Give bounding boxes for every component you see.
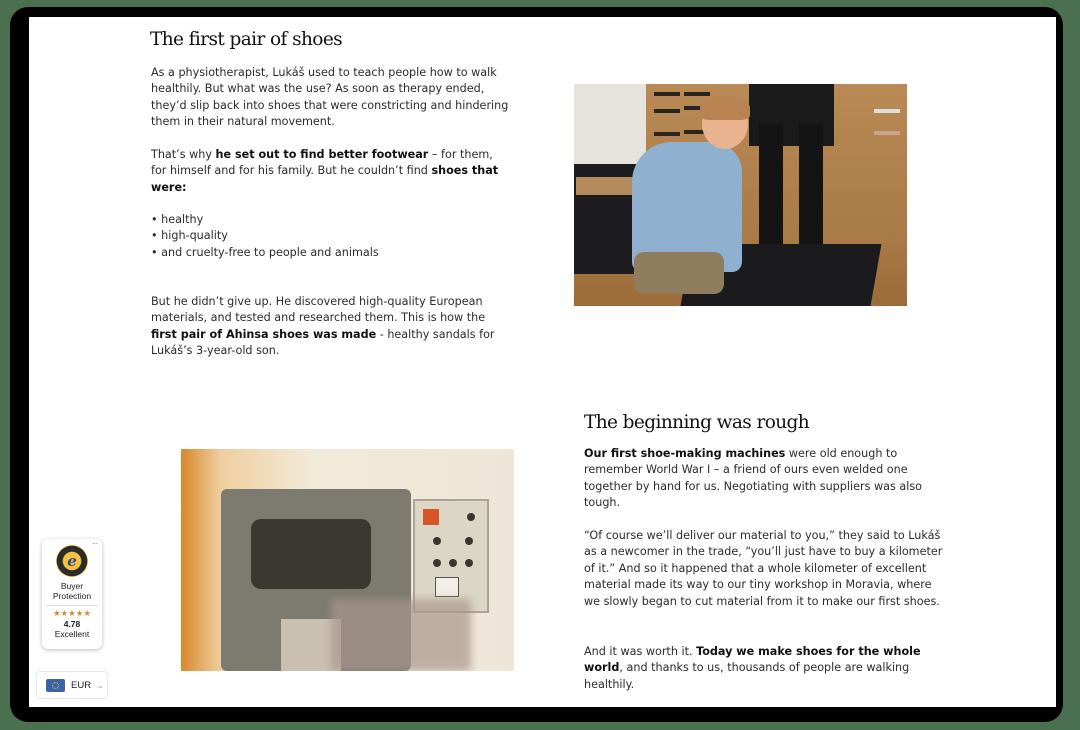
paragraph-first-pair [151, 294, 511, 360]
badge-divider [46, 605, 98, 606]
trusted-shops-badge[interactable] [42, 539, 102, 649]
paragraph-better-footwear [151, 147, 511, 196]
rating-label: Excellent [54, 629, 90, 639]
list-item: • high-quality [151, 229, 228, 243]
buyer-protection-label: Buyer Protection [52, 581, 92, 601]
rating-stars-icon: ★★★★★ [52, 608, 92, 618]
bold-run: shoes that were: [151, 164, 499, 194]
text-run: And it was worth it. [584, 645, 697, 658]
text-run: But he didn’t give up. He discovered high-quality European materials, and tested and researched them. This is how the [151, 295, 486, 325]
paragraph-intro: As a physiotherapist, Lukáš used to teach people how to walk healthily. But what was the use? As soon as therapy ended, they’d slip back into shoes that were constricting and hindering them in their natural movement. [151, 66, 509, 129]
bold-run: first pair of Ahinsa shoes was made [151, 327, 377, 341]
list-item: • and cruelty-free to people and animals [151, 245, 379, 259]
text-run: were old enough to remember World War I – a friend of ours even welded one together by hand for us. Negotiating with suppliers was also tough. [584, 447, 922, 510]
text-run: , and thanks to us, thousands of people are walking healthily. [584, 661, 910, 691]
paragraph-machines [584, 446, 949, 512]
physiotherapist-photo [574, 84, 907, 306]
badge-menu-icon[interactable]: ··· [92, 539, 97, 548]
chevron-down-icon: ⌄ [97, 680, 104, 690]
trusted-shops-seal-icon: e [56, 545, 88, 577]
shoe-machine-photo [181, 449, 514, 671]
text-run: That’s why [151, 148, 216, 161]
eu-flag-icon [46, 679, 65, 692]
text-run: – for them, for himself and for his family. But he couldn’t find [151, 148, 493, 178]
currency-code: EUR [71, 679, 92, 691]
text-run: - healthy sandals for Lukáš’s 3-year-old son. [151, 327, 495, 358]
paragraph-kilometer: “Of course we’ll deliver our material to you,” they said to Lukáš as a newcomer in the trade, “you’ll just have to buy a kilometer of it.” And so it happened that a whole kilometer of excellent material made its way to our tiny workshop in Moravia, where we slowly began to cut material from it to make our first shoes. [584, 529, 943, 608]
paragraph-worth-it [584, 644, 949, 693]
page-content [29, 17, 1056, 707]
currency-selector[interactable] [36, 671, 108, 699]
section-title-beginning: The beginning was rough [584, 412, 810, 433]
section-title-first-pair: The first pair of shoes [150, 29, 343, 50]
list-item: • healthy [151, 213, 204, 226]
requirements-list [151, 212, 511, 261]
bold-run: Today we make shoes for the whole world [584, 645, 921, 675]
bold-run: Our first shoe-making machines [584, 447, 786, 460]
rating-score: 4.78 [63, 619, 81, 629]
bold-run: he set out to find better footwear [215, 148, 429, 161]
